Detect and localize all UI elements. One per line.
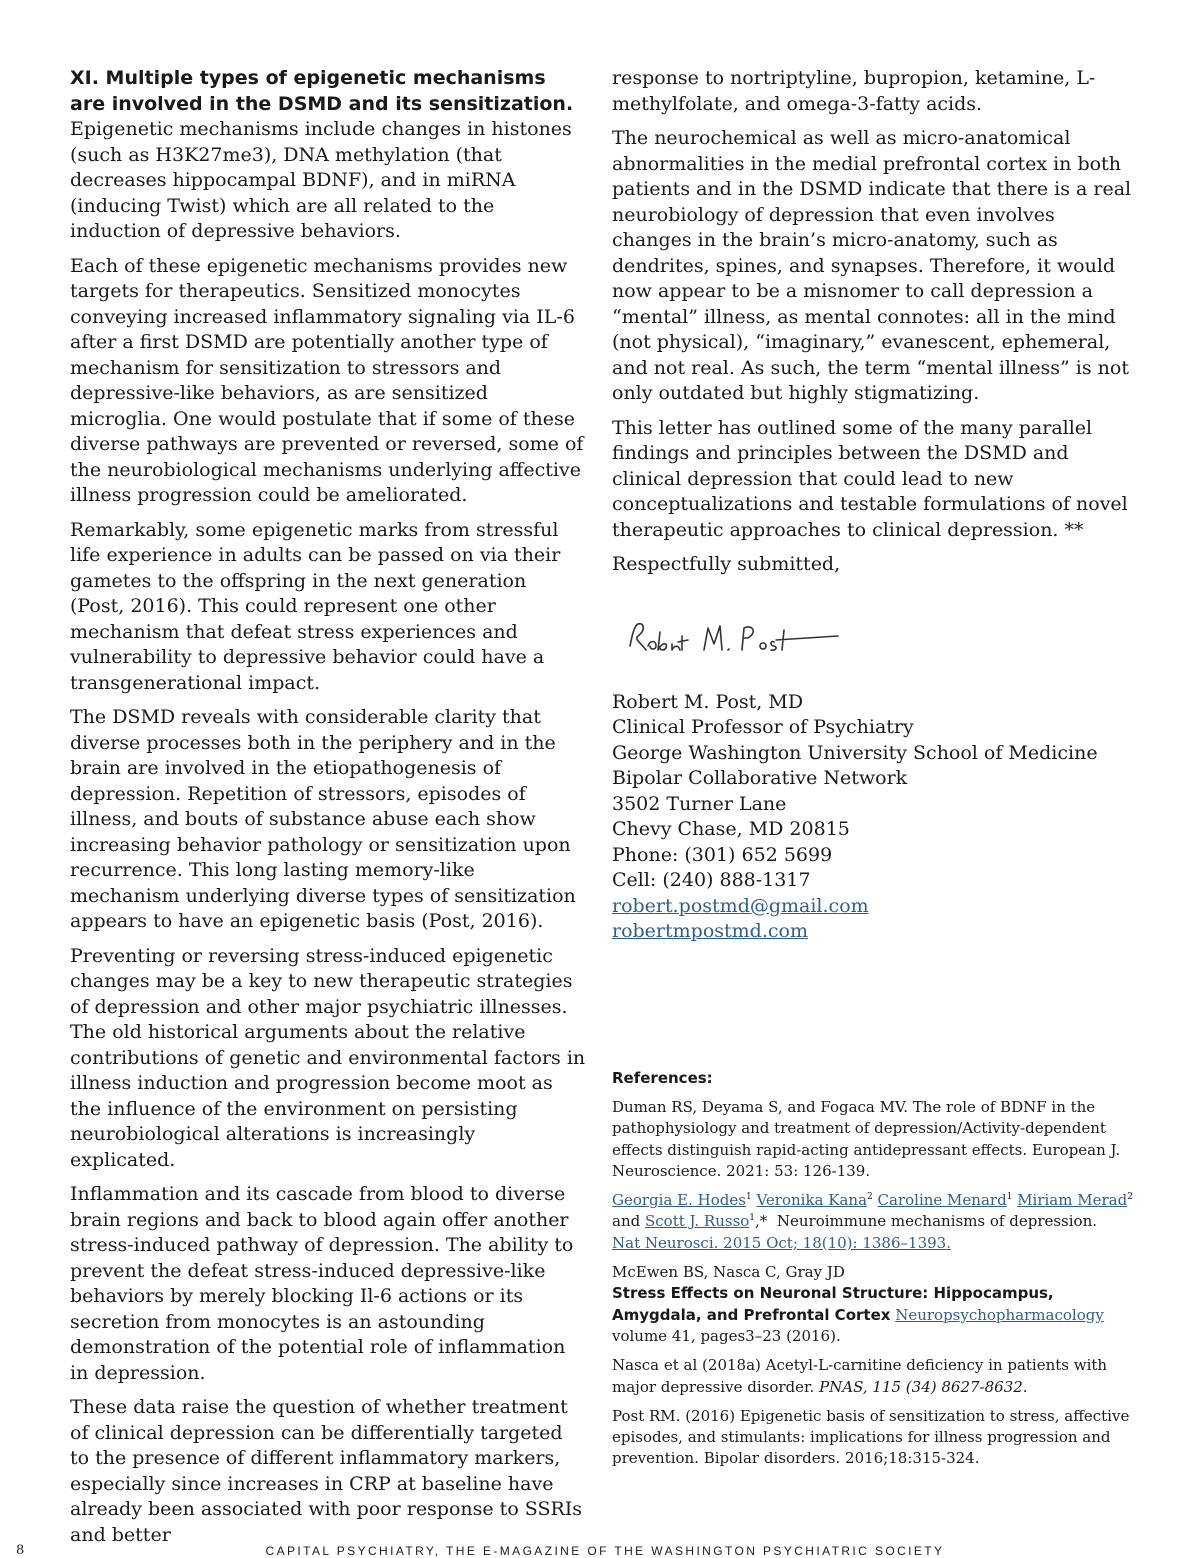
closing: Respectfully submitted, [612, 553, 841, 575]
email-link[interactable]: robert.postmd@gmail.com [612, 894, 869, 917]
reference-item [612, 1355, 1134, 1398]
affiliation-sup: 1 [749, 1213, 756, 1224]
paragraph: Remarkably, some epigenetic marks from stressful life experience in adults can be passed on via their gametes to the offspring in the next generation (Post, 2016). This could represent one other mechanism that defeat stress experiences and vulnerability to depressive behavior could have a transgenerational impact. [70, 518, 561, 694]
author-title: Clinical Professor of Psychiatry [612, 716, 914, 738]
reference-item: Post RM. (2016) Epigenetic basis of sensitization to stress, affective episodes, and stimulants: implications for illness progression and prevention. Bipolar disorders. 2016;18:315-324. [612, 1406, 1130, 1468]
signature [624, 616, 1134, 662]
paragraph: The DSMD reveals with considerable clarity that diverse processes both in the periphery and in the brain are involved in the etiopathogenesis of depression. Repetition of stressors, episodes of illness, and bouts of substance abuse each show increasing behavior pathology or sensitization upon recurrence. This long lasting memory-like mechanism underlying diverse types of sensitization appears to have an epigenetic basis (Post, 2016). [70, 706, 576, 932]
right-column [612, 66, 1134, 945]
address-street: 3502 Turner Lane [612, 792, 787, 815]
journal-link[interactable]: Neuropsychopharmacology [895, 1305, 1104, 1324]
affiliation-sup: 2 [867, 1192, 873, 1203]
reference-text: Nasca et al (2018a) Acetyl-L-carnitine deficiency in patients with major depressive disorder. [612, 1356, 1108, 1396]
paragraph: The neurochemical as well as micro-anatomical abnormalities in the medial prefrontal cortex in both patients and in the DSMD indicate that there is a real neurobiology of depression that even involves changes in the brain’s micro-anatomy, such as dendrites, spines, and synapses. Therefore, it would now appear to be a misnomer to call depression a “mental” illness, as mental connotes: all in the mind (not physical), “imaginary,” evanescent, ephemeral, and not real. As such, the term “mental illness” is not only outdated but highly stigmatizing. [612, 127, 1132, 404]
author-link[interactable]: Caroline Menard [877, 1191, 1007, 1210]
conjunction: and [612, 1212, 641, 1231]
affiliation-sup: 2 [1127, 1192, 1133, 1203]
footer-title: CAPITAL PSYCHIATRY, THE E-MAGAZINE OF THE WASHINGTON PSYCHIATRIC SOCIETY [265, 1544, 945, 1558]
references-title: References: [612, 1069, 713, 1087]
author-network: Bipolar Collaborative Network [612, 767, 908, 789]
reference-journal: PNAS, 115 (34) 8627-8632 [819, 1377, 1023, 1396]
author-link[interactable]: Veronika Kana [756, 1191, 868, 1210]
reference-details: volume 41, pages3–23 (2016). [612, 1326, 841, 1345]
reference-item [612, 1262, 1134, 1347]
author-school: George Washington University School of Medicine [612, 741, 1098, 764]
paragraph: response to nortriptyline, bupropion, ketamine, L-methylfolate, and omega-3-fatty acids. [612, 67, 1096, 115]
cell: Cell: (240) 888-1317 [612, 869, 811, 891]
reference-item: Duman RS, Deyama S, and Fogaca MV. The role of BDNF in the pathophysiology and treatment of depression/Activity-dependent effects distinguish rapid-acting antidepressant effects. European J. Neuroscience. 2021: 53: 126-139. [612, 1098, 1121, 1180]
section-heading: XI. Multiple types of epigenetic mechanisms are involved in the DSMD and its sensitization. [70, 67, 574, 115]
author-name: Robert M. Post, MD [612, 690, 804, 713]
phone: Phone: (301) 652 5699 [612, 843, 833, 866]
corresponding-mark: ,* [755, 1212, 768, 1231]
left-column [70, 66, 586, 1557]
page-number: 8 [16, 1543, 25, 1558]
reference-end: . [1022, 1377, 1028, 1396]
paragraph: This letter has outlined some of the many parallel findings and principles between the DSMD and clinical depression that could lead to new conceptualizations and testable formulations of novel therapeutic approaches to clinical depression. ** [612, 416, 1128, 541]
paragraph: Each of these epigenetic mechanisms provides new targets for therapeutics. Sensitized monocytes conveying increased inflammatory signaling via IL-6 after a first DSMD are potentially another type of mechanism for sensitization to stressors and depressive-like behaviors, as are sensitized microglia. One would postulate that if some of these diverse pathways are prevented or reversed, some of the neurobiological mechanisms underlying affective illness progression could be ameliorated. [70, 254, 584, 506]
author-link[interactable]: Miriam Merad [1017, 1191, 1128, 1210]
address-city: Chevy Chase, MD 20815 [612, 818, 850, 840]
reference-title: Neuroimmune mechanisms of depression. [776, 1212, 1098, 1231]
journal-link[interactable]: Nat Neurosci. 2015 Oct; 18(10): 1386–1393. [612, 1233, 951, 1252]
paragraph: Epigenetic mechanisms include changes in histones (such as H3K27me3), DNA methylation (that decreases hippocampal BDNF), and in miRNA (inducing Twist) which are all related to the induction of depressive behaviors. [70, 118, 572, 242]
paragraph: Preventing or reversing stress-induced epigenetic changes may be a key to new therapeutic strategies of depression and other major psychiatric illnesses. The old historical arguments about the relative contributions of genetic and environmental factors in illness induction and progression become moot as the influence of the environment on persisting neurobiological alterations is increasingly explicated. [70, 944, 586, 1171]
affiliation-sup: 1 [1006, 1192, 1013, 1203]
affiliation-sup: 1 [745, 1192, 752, 1203]
author-link[interactable]: Scott J. Russo [645, 1212, 750, 1231]
author-link[interactable]: Georgia E. Hodes [612, 1191, 746, 1210]
signature-image [624, 616, 844, 662]
reference-title: Stress Effects on Neuronal Structure: Hippocampus, Amygdala, and Prefrontal Cortex [612, 1284, 1054, 1324]
references [612, 1068, 1134, 1478]
reference-item [612, 1190, 1134, 1254]
website-link[interactable]: robertmpostmd.com [612, 920, 808, 942]
reference-authors: McEwen BS, Nasca C, Gray JD [612, 1263, 845, 1282]
paragraph: These data raise the question of whether treatment of clinical depression can be differentially targeted to the presence of different inflammatory markers, especially since increases in CRP at baseline have already been associated with poor response to SSRIs and better [70, 1396, 583, 1546]
paragraph: Inflammation and its cascade from blood to diverse brain regions and back to blood again offer another stress-induced pathway of depression. The ability to prevent the defeat stress-induced depressive-like behaviors by merely blocking Il-6 actions or its secretion from monocytes is an astounding demonstration of the potential role of inflammation in depression. [70, 1183, 574, 1384]
